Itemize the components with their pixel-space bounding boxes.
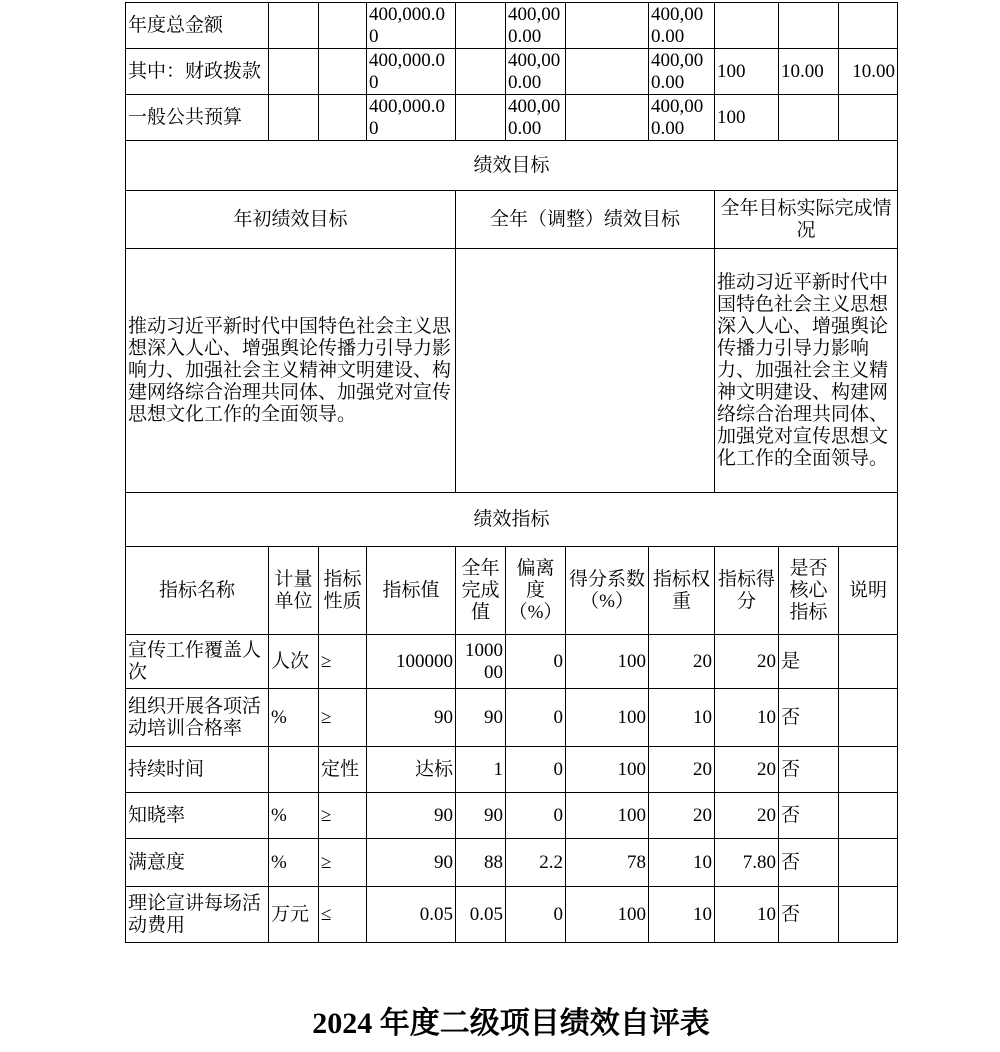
indicator-is-core: 是 — [779, 635, 839, 689]
indicator-deviation: 0 — [506, 689, 566, 747]
budget-cell — [269, 95, 319, 141]
indicator-is-core: 否 — [779, 689, 839, 747]
indicator-unit: % — [269, 793, 319, 839]
indicator-row — [126, 635, 898, 689]
indicator-row — [126, 689, 898, 747]
indicator-is-core: 否 — [779, 839, 839, 887]
indicator-column-header: 偏离度（%） — [506, 547, 566, 635]
indicator-weight: 10 — [649, 839, 715, 887]
indicators-header-row — [126, 547, 898, 635]
indicator-nature: 定性 — [319, 747, 367, 793]
budget-cell — [566, 95, 649, 141]
indicator-name: 持续时间 — [126, 747, 269, 793]
indicator-is-core: 否 — [779, 793, 839, 839]
indicator-name: 组织开展各项活动培训合格率 — [126, 689, 269, 747]
indicator-column-header: 得分系数（%） — [566, 547, 649, 635]
indicator-name: 知晓率 — [126, 793, 269, 839]
budget-cell — [779, 95, 839, 141]
indicator-weight: 10 — [649, 887, 715, 943]
budget-amount-cell: 400,000.00 — [367, 49, 456, 95]
indicator-name: 宣传工作覆盖人次 — [126, 635, 269, 689]
indicator-target-value: 90 — [367, 793, 456, 839]
indicator-deviation: 0 — [506, 747, 566, 793]
budget-cell — [456, 49, 506, 95]
indicator-nature: ≥ — [319, 839, 367, 887]
indicator-row — [126, 747, 898, 793]
budget-cell — [319, 49, 367, 95]
budget-cell: 100 — [715, 95, 779, 141]
budget-row-annual-total — [126, 3, 898, 49]
budget-amount-cell: 400,000.00 — [649, 49, 715, 95]
budget-cell — [319, 3, 367, 49]
indicator-is-core: 否 — [779, 887, 839, 943]
indicator-note — [839, 839, 898, 887]
indicator-score-coefficient: 78 — [566, 839, 649, 887]
indicator-name: 理论宣讲每场活动费用 — [126, 887, 269, 943]
indicator-score: 10 — [715, 887, 779, 943]
indicator-nature: ≥ — [319, 793, 367, 839]
indicator-target-value: 90 — [367, 689, 456, 747]
indicator-deviation: 0 — [506, 635, 566, 689]
budget-cell — [715, 3, 779, 49]
indicator-note — [839, 689, 898, 747]
goals-section-title: 绩效目标 — [126, 141, 898, 191]
budget-cell — [456, 3, 506, 49]
budget-cell — [566, 49, 649, 95]
indicator-note — [839, 793, 898, 839]
budget-amount-cell: 400,000.00 — [506, 95, 566, 141]
indicator-deviation: 0 — [506, 887, 566, 943]
indicator-unit: % — [269, 839, 319, 887]
budget-cell — [269, 3, 319, 49]
budget-row-label: 年度总金额 — [126, 3, 269, 49]
indicator-score-coefficient: 100 — [566, 747, 649, 793]
budget-row-label: 一般公共预算 — [126, 95, 269, 141]
indicator-column-header: 是否核心指标 — [779, 547, 839, 635]
budget-cell — [839, 95, 898, 141]
goals-header-row — [126, 191, 898, 249]
budget-row-fiscal-appropriation — [126, 49, 898, 95]
indicator-row — [126, 839, 898, 887]
indicator-column-header: 指标名称 — [126, 547, 269, 635]
indicator-column-header: 指标性质 — [319, 547, 367, 635]
indicator-score-coefficient: 100 — [566, 793, 649, 839]
indicator-is-core: 否 — [779, 747, 839, 793]
budget-amount-cell: 400,000.00 — [506, 49, 566, 95]
goals-header-actual: 全年目标实际完成情况 — [715, 191, 898, 249]
budget-cell — [456, 95, 506, 141]
indicator-target-value: 0.05 — [367, 887, 456, 943]
goals-header-initial: 年初绩效目标 — [126, 191, 456, 249]
indicator-column-header: 指标值 — [367, 547, 456, 635]
budget-amount-cell: 400,000.00 — [649, 3, 715, 49]
goals-text-row — [126, 249, 898, 493]
indicator-weight: 20 — [649, 793, 715, 839]
page-title: 2024 年度二级项目绩效自评表 — [312, 1007, 710, 1040]
goals-initial-text: 推动习近平新时代中国特色社会主义思想深入人心、增强舆论传播力引导力影响力、加强社会主义精神文明建设、构建网络综合治理共同体、加强党对宣传思想文化工作的全面领导。 — [126, 249, 456, 493]
indicator-deviation: 0 — [506, 793, 566, 839]
goals-actual-text: 推动习近平新时代中国特色社会主义思想深入人心、增强舆论传播力引导力影响力、加强社会主义精神文明建设、构建网络综合治理共同体、加强党对宣传思想文化工作的全面领导。 — [715, 249, 898, 493]
indicator-column-header: 计量单位 — [269, 547, 319, 635]
indicator-nature: ≥ — [319, 689, 367, 747]
indicators-section-title: 绩效指标 — [126, 493, 898, 547]
indicator-target-value: 达标 — [367, 747, 456, 793]
budget-amount-cell: 400,000.00 — [367, 3, 456, 49]
indicator-completed-value: 1 — [456, 747, 506, 793]
budget-cell: 100 — [715, 49, 779, 95]
budget-cell — [566, 3, 649, 49]
indicator-score: 10 — [715, 689, 779, 747]
indicator-completed-value: 100000 — [456, 635, 506, 689]
budget-cell: 10.00 — [839, 49, 898, 95]
budget-cell — [319, 95, 367, 141]
budget-cell: 10.00 — [779, 49, 839, 95]
indicator-deviation: 2.2 — [506, 839, 566, 887]
indicator-nature: ≥ — [319, 635, 367, 689]
budget-cell — [839, 3, 898, 49]
indicator-unit: % — [269, 689, 319, 747]
goals-header-adjusted: 全年（调整）绩效目标 — [456, 191, 715, 249]
indicator-score: 7.80 — [715, 839, 779, 887]
indicator-note — [839, 887, 898, 943]
indicator-score-coefficient: 100 — [566, 635, 649, 689]
budget-row-label: 其中：财政拨款 — [126, 49, 269, 95]
indicator-note — [839, 635, 898, 689]
indicator-score-coefficient: 100 — [566, 689, 649, 747]
indicator-column-header: 说明 — [839, 547, 898, 635]
budget-amount-cell: 400,000.00 — [367, 95, 456, 141]
indicator-unit — [269, 747, 319, 793]
indicator-unit: 人次 — [269, 635, 319, 689]
indicator-score: 20 — [715, 635, 779, 689]
budget-cell — [779, 3, 839, 49]
indicator-target-value: 100000 — [367, 635, 456, 689]
indicator-weight: 20 — [649, 747, 715, 793]
indicator-target-value: 90 — [367, 839, 456, 887]
budget-cell — [269, 49, 319, 95]
indicator-name: 满意度 — [126, 839, 269, 887]
indicator-score: 20 — [715, 747, 779, 793]
indicator-score: 20 — [715, 793, 779, 839]
indicator-completed-value: 88 — [456, 839, 506, 887]
indicator-column-header: 指标得分 — [715, 547, 779, 635]
indicator-column-header: 全年完成值 — [456, 547, 506, 635]
indicator-completed-value: 0.05 — [456, 887, 506, 943]
indicator-weight: 20 — [649, 635, 715, 689]
indicator-completed-value: 90 — [456, 689, 506, 747]
budget-amount-cell: 400,000.00 — [506, 3, 566, 49]
goals-section-row — [126, 141, 898, 191]
indicator-unit: 万元 — [269, 887, 319, 943]
indicator-completed-value: 90 — [456, 793, 506, 839]
document-content — [125, 0, 898, 1043]
budget-amount-cell: 400,000.00 — [649, 95, 715, 141]
goals-adjusted-text — [456, 249, 715, 493]
indicator-nature: ≤ — [319, 887, 367, 943]
indicator-column-header: 指标权重 — [649, 547, 715, 635]
indicators-section-row — [126, 493, 898, 547]
indicator-row — [126, 793, 898, 839]
performance-self-evaluation-table — [125, 2, 898, 943]
indicator-score-coefficient: 100 — [566, 887, 649, 943]
budget-row-general-public-budget — [126, 95, 898, 141]
indicator-row — [126, 887, 898, 943]
indicator-note — [839, 747, 898, 793]
indicator-weight: 10 — [649, 689, 715, 747]
